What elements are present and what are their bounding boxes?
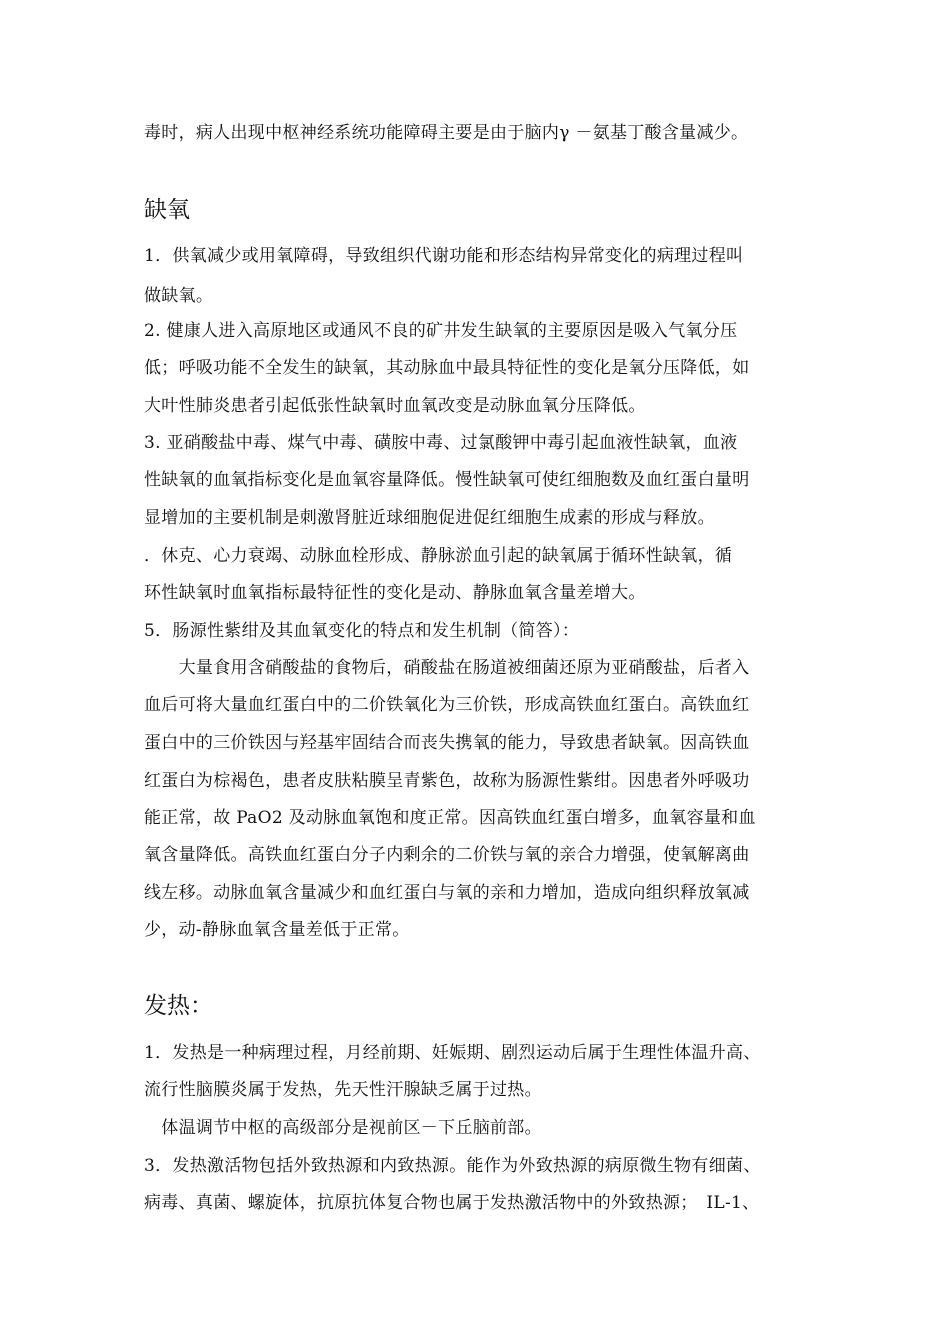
section-heading-hypoxia: 缺氧 — [144, 197, 190, 223]
paragraph-line: 线左移。动脉血氧含量减少和血红蛋白与氧的亲和力增加，造成向组织释放氧减 — [144, 883, 750, 903]
section-heading-fever: 发热： — [144, 993, 213, 1019]
paragraph-line: 红蛋白为棕褐色，患者皮肤粘膜呈青紫色，故称为肠源性紫绀。因患者外呼吸功 — [144, 771, 750, 791]
paragraph-line: 5．肠源性紫绀及其血氧变化的特点和发生机制（简答）： — [144, 621, 580, 641]
paragraph-line: 1．发热是一种病理过程，月经前期、妊娠期、剧烈运动后属于生理性体温升高、 — [144, 1043, 761, 1063]
paragraph-line: 性缺氧的血氧指标变化是血氧容量降低。慢性缺氧可使红细胞数及血红蛋白量明 — [144, 470, 750, 490]
paragraph-line: 3. 亚硝酸盐中毒、煤气中毒、磺胺中毒、过氯酸钾中毒引起血液性缺氧，血液 — [144, 433, 738, 453]
paragraph-line: 能正常，故 PaO2 及动脉血氧饱和度正常。因高铁血红蛋白增多，血氧容量和血 — [144, 808, 756, 828]
paragraph-line: 大量食用含硝酸盐的食物后，硝酸盐在肠道被细菌还原为亚硝酸盐，后者入 — [144, 658, 750, 678]
paragraph-line: ．休克、心力衰竭、动脉血栓形成、静脉淤血引起的缺氧属于循环性缺氧，循 — [144, 546, 733, 566]
paragraph-line: 氧含量降低。高铁血红蛋白分子内剩余的二价铁与氧的亲合力增强，使氧解离曲 — [144, 845, 750, 865]
paragraph-line: 显增加的主要机制是刺激肾脏近球细胞促进促红细胞生成素的形成与释放。 — [144, 508, 715, 528]
paragraph-line: 蛋白中的三价铁因与羟基牢固结合而丧失携氧的能力，导致患者缺氧。因高铁血 — [144, 733, 750, 753]
paragraph-line: 血后可将大量血红蛋白中的二价铁氧化为三价铁，形成高铁血红蛋白。高铁血红 — [144, 695, 750, 715]
intro-line: 毒时，病人出现中枢神经系统功能障碍主要是由于脑内γ －氨基丁酸含量减少。 — [144, 123, 749, 143]
paragraph-line: 体温调节中枢的高级部分是视前区－下丘脑前部。 — [144, 1118, 542, 1138]
paragraph-line: 环性缺氧时血氧指标最特征性的变化是动、静脉血氧含量差增大。 — [144, 583, 646, 603]
paragraph-line: 做缺氧。 — [144, 286, 214, 306]
paragraph-line: 1．供氧减少或用氧障碍，导致组织代谢功能和形态结构异常变化的病理过程叫 — [144, 246, 744, 266]
paragraph-line: 流行性脑膜炎属于发热，先天性汗腺缺乏属于过热。 — [144, 1080, 542, 1100]
paragraph-line: 少，动-静脉血氧含量差低于正常。 — [144, 920, 410, 940]
paragraph-line: 2. 健康人进入高原地区或通风不良的矿井发生缺氧的主要原因是吸入气氧分压 — [144, 321, 738, 341]
paragraph-line: 低；呼吸功能不全发生的缺氧，其动脉血中最具特征性的变化是氧分压降低，如 — [144, 358, 750, 378]
paragraph-line: 大叶性肺炎患者引起低张性缺氧时血氧改变是动脉血氧分压降低。 — [144, 396, 646, 416]
paragraph-line: 病毒、真菌、螺旋体，抗原抗体复合物也属于发热激活物中的外致热源； IL-1、 — [144, 1193, 760, 1213]
paragraph-line: 3．发热激活物包括外致热源和内致热源。能作为外致热源的病原微生物有细菌、 — [144, 1156, 761, 1176]
